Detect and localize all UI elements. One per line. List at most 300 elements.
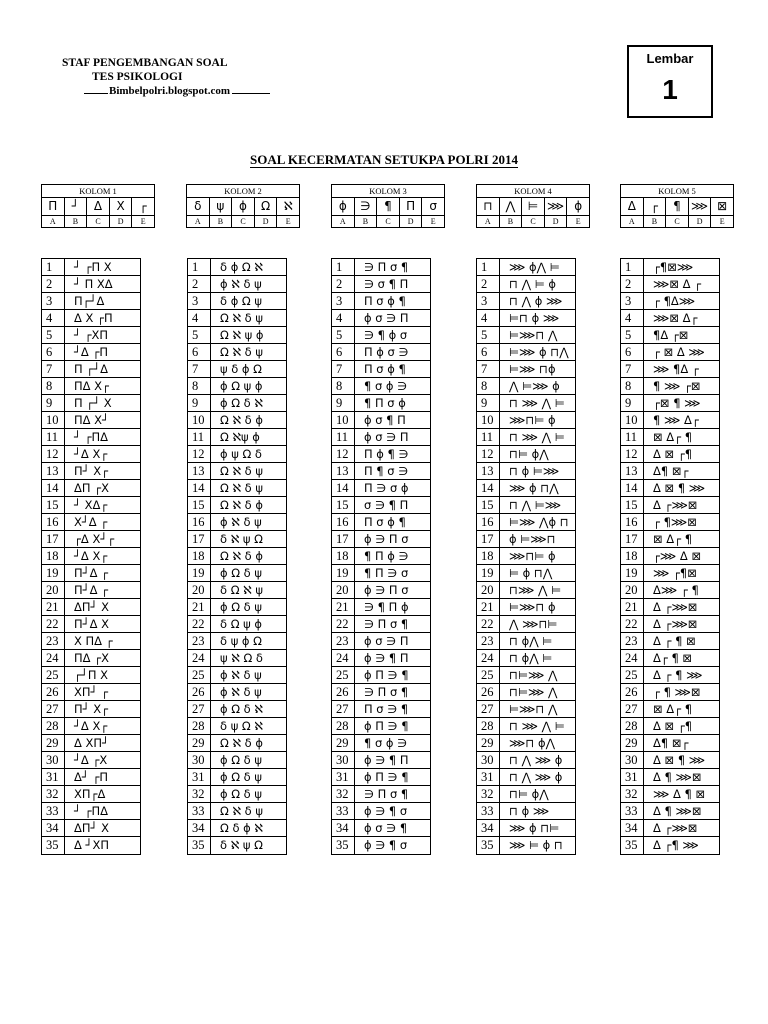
question-symbols: Δ¶ ⊠┌ [653, 464, 689, 478]
key-table-header: KOLOM 3 [332, 185, 444, 198]
question-number: 31 [477, 769, 500, 785]
question-symbols: ∋ Π σ ¶ [364, 617, 409, 631]
key-option-letter: C [522, 216, 545, 227]
key-symbol: Ω [255, 198, 278, 215]
question-number: 33 [477, 803, 500, 819]
question-row [477, 463, 575, 480]
question-symbols: ⊓ ϕ⋀ ⊨ [509, 651, 553, 665]
question-row [332, 327, 430, 344]
question-number: 18 [477, 548, 500, 564]
key-symbol-row [187, 198, 299, 216]
question-number: 12 [188, 446, 211, 462]
question-symbols: X ΠΔ ┌ [74, 634, 113, 648]
question-symbols: ⊓⊨ ϕ⋀ [509, 787, 549, 801]
key-symbol: δ [187, 198, 210, 215]
question-row [332, 718, 430, 735]
question-number: 20 [332, 582, 355, 598]
question-symbols: σ ∋ ¶ Π [364, 498, 409, 512]
question-symbols: ΔΠ┘ X [74, 600, 109, 614]
question-number: 5 [188, 327, 211, 343]
question-row [477, 378, 575, 395]
question-number: 33 [621, 803, 644, 819]
question-number: 8 [332, 378, 355, 394]
question-number: 6 [188, 344, 211, 360]
question-row [477, 548, 575, 565]
question-row [621, 548, 719, 565]
question-symbols: ⋙ ϕ ⊓⋀ [509, 481, 559, 495]
question-row [188, 786, 286, 803]
question-number: 24 [621, 650, 644, 666]
key-option-letter: C [377, 216, 400, 227]
question-number: 22 [188, 616, 211, 632]
question-symbols: ∋ Π σ ¶ [364, 685, 409, 699]
question-symbols: ∋ Π σ ¶ [364, 787, 409, 801]
question-number: 22 [42, 616, 65, 632]
question-row [42, 276, 140, 293]
question-symbols: Δ ┌⋙⊠ [653, 617, 698, 631]
question-row [42, 820, 140, 837]
question-symbols: ⊓ ⋀ ⊨⋙ [509, 498, 562, 512]
question-row [477, 718, 575, 735]
key-letter-row [332, 216, 444, 227]
question-row [477, 361, 575, 378]
question-number: 30 [332, 752, 355, 768]
question-row [332, 684, 430, 701]
question-number: 12 [477, 446, 500, 462]
question-number: 1 [332, 259, 355, 275]
question-symbols: ┘Δ X┌ [74, 447, 108, 461]
question-row [42, 259, 140, 276]
question-row [42, 701, 140, 718]
question-row [42, 395, 140, 412]
question-number: 33 [332, 803, 355, 819]
question-number: 14 [42, 480, 65, 496]
question-row [42, 718, 140, 735]
question-row [477, 667, 575, 684]
question-row [621, 514, 719, 531]
key-table-4 [476, 184, 590, 228]
question-row [477, 616, 575, 633]
question-row [332, 650, 430, 667]
question-number: 1 [621, 259, 644, 275]
key-symbol: ∋ [355, 198, 378, 215]
question-row [188, 735, 286, 752]
page-title [0, 152, 768, 168]
header-website: Bimbelpolri.blogspot.com [62, 84, 282, 98]
question-row [477, 395, 575, 412]
question-number: 3 [188, 293, 211, 309]
question-number: 1 [188, 259, 211, 275]
question-row [621, 769, 719, 786]
question-symbols: Δ XΠ┘ [74, 736, 109, 750]
question-number: 3 [621, 293, 644, 309]
question-number: 10 [42, 412, 65, 428]
question-symbols: ϕ ∋ ¶ σ [364, 838, 408, 852]
question-row [42, 667, 140, 684]
question-number: 20 [477, 582, 500, 598]
key-option-letter: B [644, 216, 667, 227]
question-symbols: ¶ σ ϕ ∋ [364, 736, 408, 750]
question-symbols: Π┘ X┌ [74, 464, 109, 478]
question-row [332, 412, 430, 429]
question-number: 17 [42, 531, 65, 547]
question-symbols: Ω ℵ δ ϕ [220, 736, 263, 750]
question-number: 17 [332, 531, 355, 547]
key-symbol: ⋙ [689, 198, 712, 215]
question-number: 16 [42, 514, 65, 530]
question-number: 14 [477, 480, 500, 496]
question-row [188, 837, 286, 854]
question-row [332, 837, 430, 854]
question-symbols: Π┘Δ ┌ [74, 583, 109, 597]
question-number: 29 [477, 735, 500, 751]
question-symbols: Ω ℵ δ ψ [220, 481, 263, 495]
question-number: 24 [332, 650, 355, 666]
question-number: 30 [188, 752, 211, 768]
question-row [188, 752, 286, 769]
question-row [332, 667, 430, 684]
question-symbols: ϕ Π ∋ ¶ [364, 668, 409, 682]
question-number: 22 [477, 616, 500, 632]
question-symbols: Δ ¶ ⋙⊠ [653, 804, 702, 818]
question-row [332, 395, 430, 412]
question-number: 7 [188, 361, 211, 377]
question-symbols: Π ┌┘ X [74, 396, 112, 410]
question-row [477, 327, 575, 344]
question-row [42, 684, 140, 701]
question-number: 13 [621, 463, 644, 479]
question-number: 11 [477, 429, 500, 445]
question-number: 3 [332, 293, 355, 309]
question-row [621, 327, 719, 344]
question-row [477, 276, 575, 293]
question-number: 31 [332, 769, 355, 785]
question-row [477, 735, 575, 752]
question-row [477, 752, 575, 769]
question-number: 11 [188, 429, 211, 445]
question-number: 18 [621, 548, 644, 564]
question-symbols: ⊓ ⋙ ⋀ ⊨ [509, 430, 565, 444]
header-line-2: TES PSIKOLOGI [92, 71, 183, 83]
question-row [188, 650, 286, 667]
question-row [477, 820, 575, 837]
question-number: 19 [477, 565, 500, 581]
key-symbol: X [110, 198, 133, 215]
question-row [188, 259, 286, 276]
question-number: 15 [188, 497, 211, 513]
question-row [621, 718, 719, 735]
question-symbols: ┘ Π XΔ [74, 277, 113, 291]
question-symbols: ┘ ┌ΠΔ [74, 804, 109, 818]
question-symbols: ⊓ ⋀ ⋙ ϕ [509, 753, 563, 767]
key-table-3 [331, 184, 445, 228]
key-symbol: ⊠ [717, 199, 728, 213]
question-row [42, 633, 140, 650]
key-symbol: ϕ [574, 199, 583, 213]
question-row [477, 769, 575, 786]
question-symbols: Ω ℵψ ϕ [220, 430, 260, 444]
question-row [477, 684, 575, 701]
question-row [42, 344, 140, 361]
question-row [188, 327, 286, 344]
key-option-letter: E [719, 217, 725, 226]
key-symbol-row [42, 198, 154, 216]
question-row [332, 514, 430, 531]
question-row [332, 633, 430, 650]
question-symbols: Δ ┌¶ ⋙ [653, 838, 699, 852]
question-row [621, 463, 719, 480]
question-row [332, 361, 430, 378]
header-block [62, 56, 282, 98]
question-number: 27 [188, 701, 211, 717]
question-row [621, 276, 719, 293]
question-number: 21 [621, 599, 644, 615]
question-symbols: ϕ σ ∋ ¶ [364, 821, 408, 835]
question-number: 31 [188, 769, 211, 785]
question-symbols: Ω ℵ ψ ϕ [220, 328, 264, 342]
question-number: 7 [42, 361, 65, 377]
question-row [332, 786, 430, 803]
question-symbols: ΔΠ ┌X [74, 481, 109, 495]
question-symbols: XΠ┌Δ [74, 787, 106, 801]
key-letter-row [187, 216, 299, 227]
question-number: 24 [477, 650, 500, 666]
question-row [332, 735, 430, 752]
question-row [332, 276, 430, 293]
question-row [332, 701, 430, 718]
question-symbols: Ω ℵ δ ψ [220, 804, 263, 818]
question-row [477, 514, 575, 531]
question-row [477, 446, 575, 463]
key-option-letter: D [545, 216, 568, 227]
question-symbols: ∋ Π σ ¶ [364, 260, 409, 274]
question-row [332, 803, 430, 820]
question-row [621, 616, 719, 633]
question-row [621, 531, 719, 548]
key-symbol: σ [429, 199, 437, 213]
question-row [332, 531, 430, 548]
question-number: 26 [621, 684, 644, 700]
question-symbols: Π ϕ σ ∋ [364, 345, 409, 359]
question-row [42, 361, 140, 378]
question-symbols: ϕ ℵ δ ψ [220, 668, 262, 682]
key-table-5 [620, 184, 734, 228]
question-row [621, 633, 719, 650]
key-symbol-row [332, 198, 444, 216]
question-number: 4 [188, 310, 211, 326]
question-row [477, 599, 575, 616]
key-option-letter: C [87, 216, 110, 227]
question-symbols: Δ ┘XΠ [74, 838, 109, 852]
question-row [621, 684, 719, 701]
question-symbols: ϕ Ω ψ ϕ [220, 379, 263, 393]
question-number: 14 [332, 480, 355, 496]
question-symbols: ⊓ ⋀ ⊨ ϕ [509, 277, 556, 291]
key-option-letter: E [575, 217, 581, 226]
key-option-letter: C [232, 216, 255, 227]
key-option-letter: B [500, 216, 523, 227]
question-number: 35 [332, 837, 355, 854]
question-row [42, 769, 140, 786]
question-symbols: ∋ σ ¶ Π [364, 277, 409, 291]
question-row [332, 599, 430, 616]
question-symbols: ϕ Ω δ ψ [220, 566, 262, 580]
question-symbols: ┘Δ ┌Π [74, 345, 109, 359]
question-row [188, 701, 286, 718]
question-row [621, 752, 719, 769]
question-row [188, 412, 286, 429]
question-symbols: ⋙ ┌¶⊠ [653, 566, 697, 580]
question-row [621, 565, 719, 582]
question-symbols: ¶Δ ┌⊠ [653, 328, 689, 342]
question-row [188, 293, 286, 310]
question-symbols: Δ ⊠ ┌¶ [653, 719, 693, 733]
question-symbols: δ ℵ ψ Ω [220, 532, 263, 546]
question-row [477, 650, 575, 667]
key-symbol: ┘ [65, 198, 88, 215]
question-table-2 [187, 258, 287, 855]
question-number: 3 [42, 293, 65, 309]
question-symbols: ΔΠ┘ X [74, 821, 109, 835]
question-number: 27 [42, 701, 65, 717]
question-number: 5 [42, 327, 65, 343]
question-row [477, 497, 575, 514]
question-row [621, 701, 719, 718]
question-row [621, 735, 719, 752]
question-row [42, 599, 140, 616]
question-symbols: ∋ ¶ Π ϕ [364, 600, 409, 614]
question-number: 35 [621, 837, 644, 854]
question-symbols: ⋙ ϕ⋀ ⊨ [509, 260, 560, 274]
question-symbols: Π┌┘Δ [74, 294, 105, 308]
question-row [188, 582, 286, 599]
key-option-letter: B [65, 216, 88, 227]
question-number: 17 [621, 531, 644, 547]
key-option-letter: A [42, 216, 65, 227]
question-number: 32 [42, 786, 65, 802]
question-number: 10 [621, 412, 644, 428]
question-number: 24 [42, 650, 65, 666]
question-number: 23 [621, 633, 644, 649]
question-symbols: ⊨⋙⊓ ϕ [509, 600, 556, 614]
question-number: 27 [477, 701, 500, 717]
key-option-letter: D [689, 216, 712, 227]
question-number: 7 [621, 361, 644, 377]
question-symbols: ┌¶⊠⋙ [653, 260, 694, 274]
question-symbols: ΠΔ X┌ [74, 379, 109, 393]
question-number: 3 [477, 293, 500, 309]
question-number: 32 [621, 786, 644, 802]
key-option-letter: A [332, 216, 355, 227]
question-row [332, 480, 430, 497]
question-number: 19 [42, 565, 65, 581]
question-number: 32 [477, 786, 500, 802]
question-row [332, 310, 430, 327]
question-row [332, 378, 430, 395]
question-number: 28 [188, 718, 211, 734]
key-option-letter: D [255, 216, 278, 227]
question-number: 33 [188, 803, 211, 819]
question-row [621, 412, 719, 429]
question-row [42, 650, 140, 667]
question-symbols: ┘ ┌XΠ [74, 328, 109, 342]
question-row [42, 616, 140, 633]
question-number: 35 [477, 837, 500, 854]
question-symbols: ⊠ Δ┌ ¶ [653, 430, 693, 444]
question-symbols: ϕ ∋ ¶ σ [364, 804, 408, 818]
question-number: 16 [477, 514, 500, 530]
question-symbols: δ Ω ℵ ψ [220, 583, 263, 597]
question-symbols: ⋙ ϕ ⊓⊨ [509, 821, 560, 835]
question-symbols: ┘ XΔ┌ [74, 498, 108, 512]
question-symbols: Δ ┌ ¶ ⋙ [653, 668, 703, 682]
question-symbols: ⊓⊨⋙ ⋀ [509, 685, 558, 699]
question-table-5 [620, 258, 720, 855]
question-symbols: Δ ┌⋙⊠ [653, 600, 698, 614]
question-number: 34 [477, 820, 500, 836]
question-row [188, 395, 286, 412]
question-symbols: ⊨ ϕ ⊓⋀ [509, 566, 553, 580]
question-number: 21 [332, 599, 355, 615]
question-number: 26 [42, 684, 65, 700]
question-number: 16 [188, 514, 211, 530]
question-symbols: Δ ⊠ ¶ ⋙ [653, 481, 706, 495]
question-row [188, 310, 286, 327]
key-table-1 [41, 184, 155, 228]
question-number: 12 [42, 446, 65, 462]
question-row [42, 446, 140, 463]
question-symbols: ⋙ ¶Δ ┌ [653, 362, 699, 376]
question-row [42, 531, 140, 548]
question-row [42, 429, 140, 446]
question-number: 28 [42, 718, 65, 734]
question-symbols: ⊓ ⋀ ϕ ⋙ [509, 294, 563, 308]
question-symbols: ┌ ¶ ⋙⊠ [653, 685, 701, 699]
question-symbols: ϕ Ω δ ℵ [220, 396, 263, 410]
question-number: 8 [42, 378, 65, 394]
key-symbol: Δ [621, 198, 644, 215]
question-symbols: ┌┘Π X [74, 668, 109, 682]
question-row [477, 786, 575, 803]
question-symbols: Ω ℵ δ ψ [220, 311, 263, 325]
question-symbols: ϕ ∋ ¶ Π [364, 753, 409, 767]
question-symbols: Δ X ┌Π [74, 311, 113, 325]
question-symbols: ⋀ ⋙⊓⊨ [509, 617, 558, 631]
question-symbols: ¶ Π ϕ ∋ [364, 549, 409, 563]
question-number: 17 [188, 531, 211, 547]
question-symbols: XΠ┘ ┌ [74, 685, 109, 699]
question-symbols: ϕ ℵ δ ψ [220, 685, 262, 699]
question-row [42, 735, 140, 752]
question-symbols: ϕ Ω δ ψ [220, 753, 262, 767]
question-symbols: Π ∋ σ ϕ [364, 481, 409, 495]
question-symbols: Δ┘ ┌Π [74, 770, 109, 784]
question-number: 2 [42, 276, 65, 292]
question-symbols: ┌ ¶Δ⋙ [653, 294, 696, 308]
question-symbols: ⊓ ϕ⋀ ⊨ [509, 634, 553, 648]
question-symbols: ¶ σ ϕ ∋ [364, 379, 408, 393]
question-number: 23 [332, 633, 355, 649]
question-row [621, 837, 719, 854]
question-table-4 [476, 258, 576, 855]
question-number: 19 [332, 565, 355, 581]
question-symbols: ⊓ ⋙ ⋀ ⊨ [509, 396, 565, 410]
question-row [477, 582, 575, 599]
question-symbols: Π σ ∋ ¶ [364, 702, 409, 716]
question-number: 29 [188, 735, 211, 751]
question-row [621, 820, 719, 837]
question-row [332, 293, 430, 310]
